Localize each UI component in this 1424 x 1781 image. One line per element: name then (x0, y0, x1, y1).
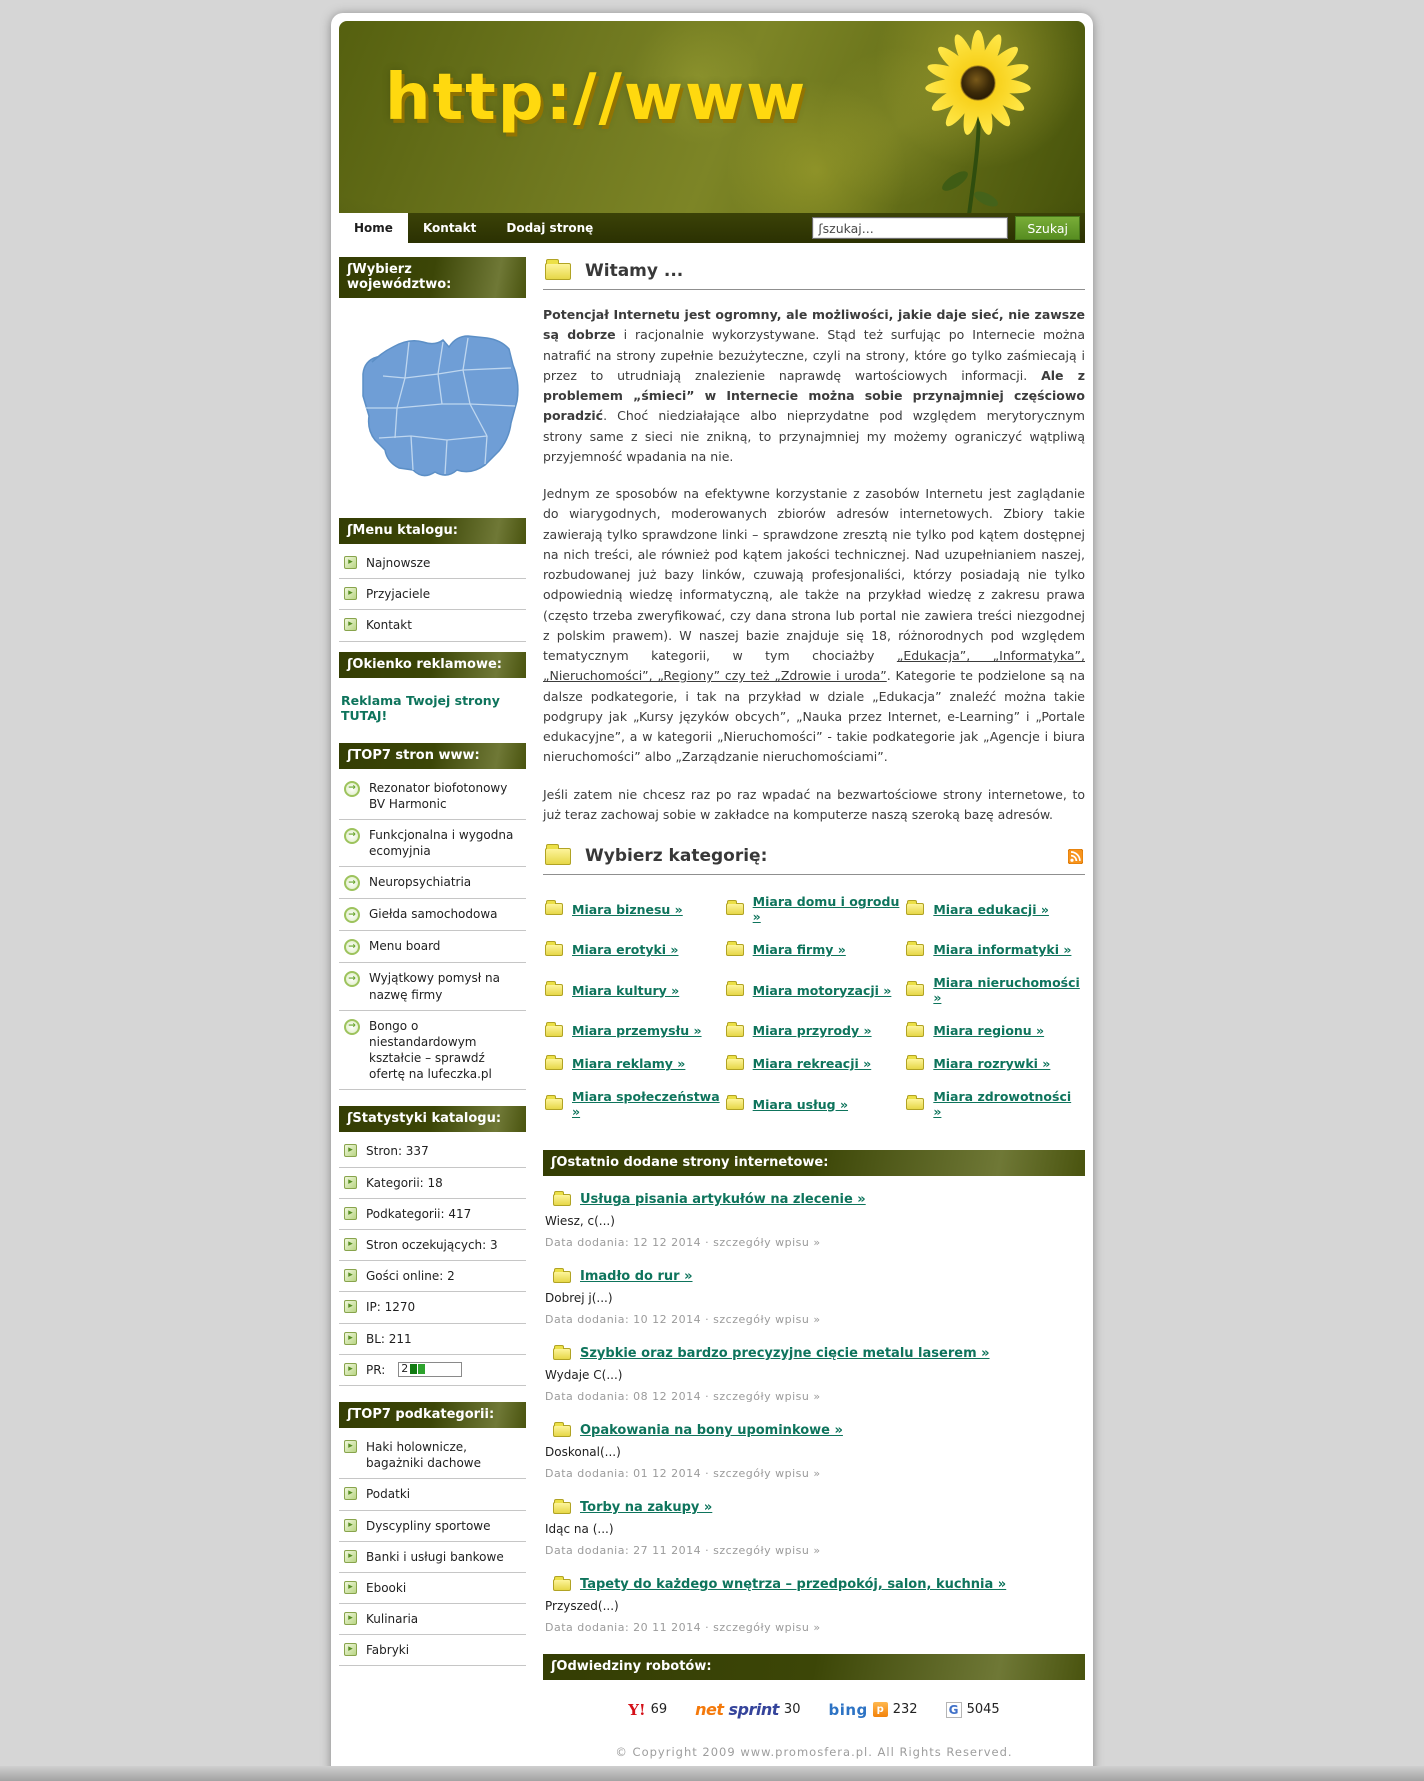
arrow-square-icon (344, 1238, 357, 1251)
date-added-label: Data dodania: 27 11 2014 (545, 1544, 706, 1557)
category-link[interactable]: Miara edukacji » (933, 901, 1049, 917)
welcome-title: Witamy ... (585, 261, 684, 281)
category-link[interactable]: Miara domu i ogrodu » (752, 894, 900, 924)
text-run: Ale z problemem „śmieci” w Internecie można sobie przynajmniej częściowo poradzić (543, 367, 1085, 424)
folder-icon (545, 1025, 563, 1037)
category-link[interactable]: Miara rozrywki » (933, 1056, 1051, 1071)
category-link[interactable]: Miara reklamy » (572, 1056, 686, 1071)
stat-label: IP: 1270 (366, 1300, 416, 1315)
netsprint-icon: net (695, 1700, 724, 1719)
top7-site-label: Menu board (369, 939, 441, 954)
site-logo: http://www (385, 61, 808, 135)
category-link[interactable]: Miara erotyki » (572, 942, 679, 957)
text-run: Jeśli zatem nie chcesz raz po raz wpadać na bezwartościowe strony internetowe, to już teraz zachowaj sobie w zakładce na komputerze naszą szeroką bazę adresów. (543, 786, 1085, 822)
recent-entry (543, 1577, 1085, 1634)
recent-entry-link[interactable]: Opakowania na bony upominkowe » (580, 1423, 843, 1438)
folder-icon (906, 1098, 924, 1110)
menu-item[interactable] (339, 548, 526, 579)
categories-grid (543, 885, 1085, 1128)
category-cell[interactable] (904, 933, 1085, 966)
category-link[interactable]: Miara kultury » (572, 982, 680, 998)
text-run: . Kategorie te podzielone są na dalsze podkategorie, i tak na przykład w dziale „Edukacja” znaleźć można takie podgrupy jak „Kursy języków obcych”, „Nauka przez Internet, e-Learning” i „Portale edukacyjne”, a w kategorii „Nieruchomości” - takie podkategorie jak „Agencje i biura nieruchomości” albo „Zarządzanie nieruchomościami”. (543, 668, 1086, 765)
search-button[interactable]: Szukaj (1015, 216, 1080, 240)
recent-entry-link[interactable]: Szybkie oraz bardzo precyzyjne cięcie metalu laserem » (580, 1346, 990, 1361)
recent-entry (543, 1346, 1085, 1403)
robots-header: ʃOdwiedziny robotów: (543, 1654, 1085, 1680)
category-link[interactable]: Miara usług » (752, 1096, 849, 1112)
recent-list (543, 1192, 1085, 1634)
category-cell[interactable] (543, 1014, 724, 1047)
recent-entry-snippet: Wydaje C(...) (545, 1368, 623, 1382)
pagerank-value: 2 (401, 1361, 409, 1375)
stat-item[interactable] (339, 1324, 526, 1355)
site-card (331, 13, 1093, 1781)
category-cell[interactable] (904, 1080, 1085, 1128)
robot-visit-count: 69 (650, 1702, 668, 1717)
arrow-square-icon (344, 1269, 357, 1282)
sidebar (339, 257, 526, 1763)
sidebar-section-stats (339, 1106, 526, 1386)
robot-counter-bing (828, 1701, 917, 1719)
header-banner (339, 21, 1085, 213)
subcategory-item[interactable] (339, 1604, 526, 1635)
recent-entry (543, 1192, 1085, 1249)
category-link[interactable]: Miara regionu » (933, 1023, 1045, 1038)
arrow-square-icon (344, 618, 357, 631)
region-header: ʃWybierz województwo: (339, 257, 526, 298)
circle-arrow-icon (344, 828, 360, 844)
stats-header: ʃStatystyki katalogu: (339, 1106, 526, 1132)
arrow-square-icon (344, 1176, 357, 1189)
recent-entry (543, 1269, 1085, 1326)
recent-entry (543, 1423, 1085, 1480)
top7-site-label: Rezonator biofotonowy BV Harmonic (369, 780, 508, 811)
menu-label: Przyjaciele (366, 587, 431, 602)
arrow-square-icon (344, 1612, 357, 1625)
details-link[interactable]: szczegóły wpisu » (713, 1313, 821, 1326)
category-cell[interactable] (724, 885, 905, 933)
folder-icon (553, 1194, 571, 1206)
recent-entry (543, 1500, 1085, 1557)
page-bottom-strip (0, 1766, 1424, 1781)
menu-label: Najnowsze (366, 556, 431, 570)
date-separator: · (705, 1313, 714, 1326)
subcategory-label: Podatki (366, 1487, 411, 1502)
top7-site-item[interactable] (339, 867, 526, 899)
recent-entry-link[interactable]: Imadło do rur » (580, 1269, 693, 1284)
subcategory-item[interactable] (339, 1479, 526, 1510)
recent-entry-link[interactable]: Tapety do każdego wnętrza – przedpokój, salon, kuchnia » (580, 1577, 1007, 1592)
stat-item[interactable] (339, 1230, 526, 1261)
folder-icon (553, 1425, 571, 1437)
top7-site-item[interactable] (339, 899, 526, 931)
recent-entry-date (543, 1544, 1085, 1557)
arrow-square-icon (344, 556, 357, 569)
folder-icon (906, 903, 924, 915)
arrow-square-icon (344, 1487, 357, 1500)
folder-icon (726, 1058, 744, 1070)
recent-entry-date (543, 1313, 1085, 1326)
top7-site-label: Wyjątkowy pomysł na nazwę firmy (369, 971, 500, 1002)
category-link[interactable]: Miara firmy » (752, 942, 846, 957)
main-content (543, 257, 1085, 1763)
arrow-square-icon (344, 1363, 357, 1376)
stats-list (339, 1136, 526, 1354)
subcat-header: ʃTOP7 podkategorii: (339, 1402, 526, 1428)
stat-pr-row (339, 1355, 526, 1386)
details-link[interactable]: szczegóły wpisu » (713, 1621, 821, 1634)
sidebar-section-region (339, 257, 526, 506)
category-link[interactable]: Miara biznesu » (572, 901, 683, 917)
recent-entry-title-row[interactable] (553, 1423, 1085, 1438)
folder-icon (726, 984, 744, 996)
recent-entry-snippet: Dobrej j(...) (545, 1291, 613, 1305)
folder-icon (726, 944, 744, 956)
nav-tab-home[interactable]: Home (339, 213, 408, 243)
welcome-paragraph (543, 484, 1085, 768)
top7-site-label: Giełda samochodowa (369, 907, 498, 922)
bing-icon: bing (828, 1700, 868, 1719)
recent-entry-date (543, 1236, 1085, 1249)
top7-site-label: Bongo o niestandardowym kształcie – sprawdź ofertę na lufeczka.pl (369, 1018, 492, 1082)
arrow-square-icon (344, 587, 357, 600)
top7-site-item[interactable] (339, 1011, 526, 1091)
circle-arrow-icon (344, 781, 360, 797)
main-navbar (339, 213, 1085, 243)
subcategory-item[interactable] (339, 1635, 526, 1666)
stat-pr-label: PR: (366, 1362, 386, 1377)
menu-list (339, 548, 526, 642)
top7-site-label: Neuropsychiatria (369, 875, 472, 890)
subcategory-item[interactable] (339, 1542, 526, 1573)
category-cell[interactable] (543, 885, 724, 933)
stat-label: Gości online: 2 (366, 1269, 455, 1284)
subcategory-label: Banki i usługi bankowe (366, 1549, 504, 1564)
arrow-square-icon (344, 1581, 357, 1594)
folder-icon (726, 1025, 744, 1037)
folder-icon (553, 1271, 571, 1283)
folder-icon (545, 944, 563, 956)
recent-entry-date (543, 1467, 1085, 1480)
welcome-heading-row (543, 257, 1085, 290)
stat-label: Podkategorii: 417 (366, 1206, 472, 1221)
recent-entry-title-row[interactable] (553, 1346, 1085, 1361)
date-separator: · (705, 1544, 714, 1557)
details-link[interactable]: szczegóły wpisu » (713, 1236, 821, 1249)
subcategory-label: Fabryki (366, 1643, 410, 1658)
category-cell[interactable] (543, 1047, 724, 1080)
arrow-square-icon (344, 1550, 357, 1563)
circle-arrow-icon (344, 971, 360, 987)
recent-entry-date (543, 1390, 1085, 1403)
welcome-paragraph (543, 785, 1085, 826)
stat-item[interactable] (339, 1136, 526, 1167)
top7-site-item[interactable] (339, 773, 526, 820)
date-added-label: Data dodania: 12 12 2014 (545, 1236, 706, 1249)
top7-list (339, 773, 526, 1091)
date-added-label: Data dodania: 20 11 2014 (545, 1621, 706, 1634)
folder-icon (545, 848, 571, 865)
recent-entry-link[interactable]: Torby na zakupy » (580, 1500, 713, 1515)
subcategory-item[interactable] (339, 1511, 526, 1542)
folder-icon (545, 903, 563, 915)
nav-tab-kontakt[interactable]: Kontakt (422, 221, 477, 235)
category-cell[interactable] (724, 1080, 905, 1128)
category-cell[interactable] (724, 1047, 905, 1080)
sidebar-section-ad (339, 652, 526, 733)
stat-item[interactable] (339, 1168, 526, 1199)
date-separator: · (705, 1621, 714, 1634)
sunflower-image (883, 23, 1043, 213)
arrow-square-icon (344, 1300, 357, 1313)
date-added-label: Data dodania: 10 12 2014 (545, 1313, 706, 1326)
sidebar-section-subcats (339, 1402, 526, 1667)
subcategory-item[interactable] (339, 1573, 526, 1604)
rss-icon[interactable] (1068, 849, 1083, 864)
details-link[interactable]: szczegóły wpisu » (713, 1467, 821, 1480)
welcome-paragraph (543, 305, 1085, 467)
robots-row (543, 1680, 1085, 1729)
category-link[interactable]: Miara rekreacji » (752, 1056, 872, 1071)
folder-icon (726, 903, 744, 915)
category-link[interactable]: Miara motoryzacji » (752, 982, 892, 998)
subcategory-label: Kulinaria (366, 1612, 419, 1627)
folder-icon (553, 1579, 571, 1591)
poland-map[interactable] (339, 312, 526, 502)
category-cell[interactable] (543, 966, 724, 1014)
category-cell[interactable] (904, 1047, 1085, 1080)
search-input[interactable] (812, 217, 1008, 239)
google-icon: G (946, 1702, 962, 1718)
folder-icon (553, 1348, 571, 1360)
stat-item[interactable] (339, 1261, 526, 1292)
recent-entry-date (543, 1621, 1085, 1634)
category-link[interactable]: Miara przemysłu » (572, 1023, 702, 1038)
stat-item[interactable] (339, 1292, 526, 1323)
text-run: Potencjał Internetu jest ogromny, ale możliwości, jakie daje sieć, nie zawsze są dobrze (543, 307, 1085, 343)
category-cell[interactable] (724, 966, 905, 1014)
sidebar-section-menu (339, 518, 526, 642)
category-cell[interactable] (724, 933, 905, 966)
subcat-list (339, 1432, 526, 1667)
nav-tab-dodaj-strone[interactable]: Dodaj stronę (506, 221, 594, 235)
details-link[interactable]: szczegóły wpisu » (713, 1390, 821, 1403)
recent-entry-snippet: Przyszed(...) (545, 1599, 619, 1613)
categories-title: Wybierz kategorię: (585, 846, 768, 866)
recent-entry-title-row[interactable] (553, 1577, 1085, 1592)
arrow-square-icon (344, 1643, 357, 1656)
top7-header: ʃTOP7 stron www: (339, 743, 526, 769)
page (331, 0, 1093, 1781)
folder-icon (906, 1058, 924, 1070)
recent-entry-snippet: Doskonal(...) (545, 1445, 621, 1459)
arrow-square-icon (344, 1207, 357, 1220)
menu-label: Kontakt (366, 618, 412, 633)
folder-icon (545, 263, 571, 280)
menu-item[interactable] (339, 579, 526, 610)
arrow-square-icon (344, 1332, 357, 1345)
map-wrap (339, 312, 526, 506)
menu-header: ʃMenu ktalogu: (339, 518, 526, 544)
stat-label: Stron: 337 (366, 1144, 429, 1159)
yahoo-icon: Y! (628, 1700, 646, 1719)
category-link[interactable]: Miara nieruchomości » (933, 975, 1080, 1005)
robot-counter-netsprint (695, 1700, 800, 1719)
category-link[interactable]: Miara zdrowotności » (933, 1089, 1072, 1119)
stat-label: Stron oczekujących: 3 (366, 1238, 498, 1252)
folder-icon (545, 1098, 563, 1110)
sidebar-section-top7 (339, 743, 526, 1091)
top7-site-item[interactable] (339, 820, 526, 867)
category-inline-link[interactable]: „Edukacja”, „Informatyka”, „Nieruchomości”, „Regiony” czy też „Zdrowie i uroda” (543, 648, 1085, 684)
details-link[interactable]: szczegóły wpisu » (713, 1544, 821, 1557)
stat-item[interactable] (339, 1199, 526, 1230)
recent-entry-snippet: Idąc na (...) (545, 1522, 614, 1536)
category-link[interactable]: Miara społeczeństwa » (572, 1089, 720, 1119)
recent-header: ʃOstatnio dodane strony internetowe: (543, 1150, 1085, 1176)
robot-visit-count: 5045 (966, 1702, 1000, 1717)
netsprint-icon: sprint (728, 1700, 779, 1719)
text-run: . Choć niedziałające albo nieprzydatne pod względem merytorycznym strony same z sieci nie znikną, to przynajmniej my możemy ograniczyć wątpliwą przyjemność wpadania na nie. (543, 408, 1085, 464)
subcategory-item[interactable] (339, 1432, 526, 1479)
arrow-square-icon (344, 1519, 357, 1532)
category-link[interactable]: Miara informatyki » (933, 942, 1072, 957)
circle-arrow-icon (344, 939, 360, 955)
welcome-text (543, 305, 1085, 825)
date-separator: · (705, 1236, 714, 1249)
folder-icon (545, 984, 563, 996)
date-added-label: Data dodania: 01 12 2014 (545, 1467, 706, 1480)
ad-header: ʃOkienko reklamowe: (339, 652, 526, 678)
arrow-square-icon (344, 1144, 357, 1157)
stat-label: Kategorii: 18 (366, 1175, 443, 1190)
subcategory-label: Ebooki (366, 1580, 407, 1595)
pagerank-bar (398, 1362, 462, 1377)
categories-heading-row (543, 842, 1085, 875)
category-link[interactable]: Miara przyrody » (752, 1023, 872, 1038)
search-area (812, 213, 1085, 243)
folder-icon (545, 1058, 563, 1070)
category-cell[interactable] (543, 1080, 724, 1128)
stat-label: BL: 211 (366, 1331, 412, 1346)
folder-icon (906, 984, 924, 996)
folder-icon (553, 1502, 571, 1514)
category-cell[interactable] (543, 933, 724, 966)
text-run: i racjonalnie wykorzystywane. Stąd też surfując po Internecie można natrafić na strony zupełnie bezużyteczne, czyli na strony, które go tylko zaśmiecają i przez to utrudniają znalezienie naprawdę wartościowych informacji. (543, 327, 1085, 383)
circle-arrow-icon (344, 875, 360, 891)
subcategory-label: Haki holownicze, bagażniki dachowe (366, 1439, 481, 1471)
robot-visit-count: 232 (892, 1702, 918, 1717)
ad-link[interactable]: Reklama Twojej strony TUTAJ! (341, 692, 500, 723)
folder-icon (906, 1025, 924, 1037)
arrow-square-icon (344, 1440, 357, 1453)
folder-icon (726, 1098, 744, 1110)
category-cell[interactable] (724, 1014, 905, 1047)
circle-arrow-icon (344, 1019, 360, 1035)
category-cell[interactable] (904, 1014, 1085, 1047)
circle-arrow-icon (344, 907, 360, 923)
date-added-label: Data dodania: 08 12 2014 (545, 1390, 706, 1403)
footer-copyright: © Copyright 2009 www.promosfera.pl. All Rights Reserved. (615, 1745, 1013, 1759)
top7-site-item[interactable] (339, 931, 526, 963)
recent-entry-snippet: Wiesz, c(...) (545, 1214, 615, 1228)
robot-counter-yahoo (628, 1701, 667, 1719)
recent-entry-title-row[interactable] (553, 1500, 1085, 1515)
recent-entry-title-row[interactable] (553, 1269, 1085, 1284)
robot-visit-count: 30 (783, 1702, 801, 1717)
date-separator: · (705, 1390, 714, 1403)
recent-entry-title-row[interactable] (553, 1192, 1085, 1207)
recent-entry-link[interactable]: Usługa pisania artykułów na zlecenie » (580, 1192, 866, 1207)
category-cell[interactable] (904, 966, 1085, 1014)
bing-badge-icon: p (873, 1702, 888, 1717)
pagerank-segment (418, 1364, 425, 1374)
folder-icon (906, 944, 924, 956)
menu-item[interactable] (339, 610, 526, 641)
top7-site-item[interactable] (339, 963, 526, 1010)
category-cell[interactable] (904, 885, 1085, 933)
subcategory-label: Dyscypliny sportowe (366, 1518, 491, 1533)
date-separator: · (705, 1467, 714, 1480)
robot-counter-google (946, 1702, 1000, 1718)
text-run: Jednym ze sposobów na efektywne korzystanie z zasobów Internetu jest zaglądanie do wiarygodnych, moderowanych zbiorów adresów internetowych. Zbiory takie zawierają tylko sprawdzone linki – sprawdzone zresztą nie tylko pod kątem dostępnej na nich treści, ale również pod kątem jakości technicznej. Nad uzupełnianiem naszej, rozbudowanej już bazy linków, czuwają profesjonaliści, którzy posiadają nie tylko odpowiednią wiedzę informatyczną, ale także na przykład wiedzę z zakresu prawa (często trzeba zweryfikować, czy dana strona lub portal nie zawiera treści niezgodnej z polskim prawem). W naszej bazie znajduje się 18, różnorodnych pod względem tematycznym kategorii, w tym chociażby (543, 486, 1085, 663)
top7-site-label: Funkcjonalna i wygodna ecomyjnia (369, 827, 514, 859)
pagerank-segment (410, 1364, 417, 1374)
